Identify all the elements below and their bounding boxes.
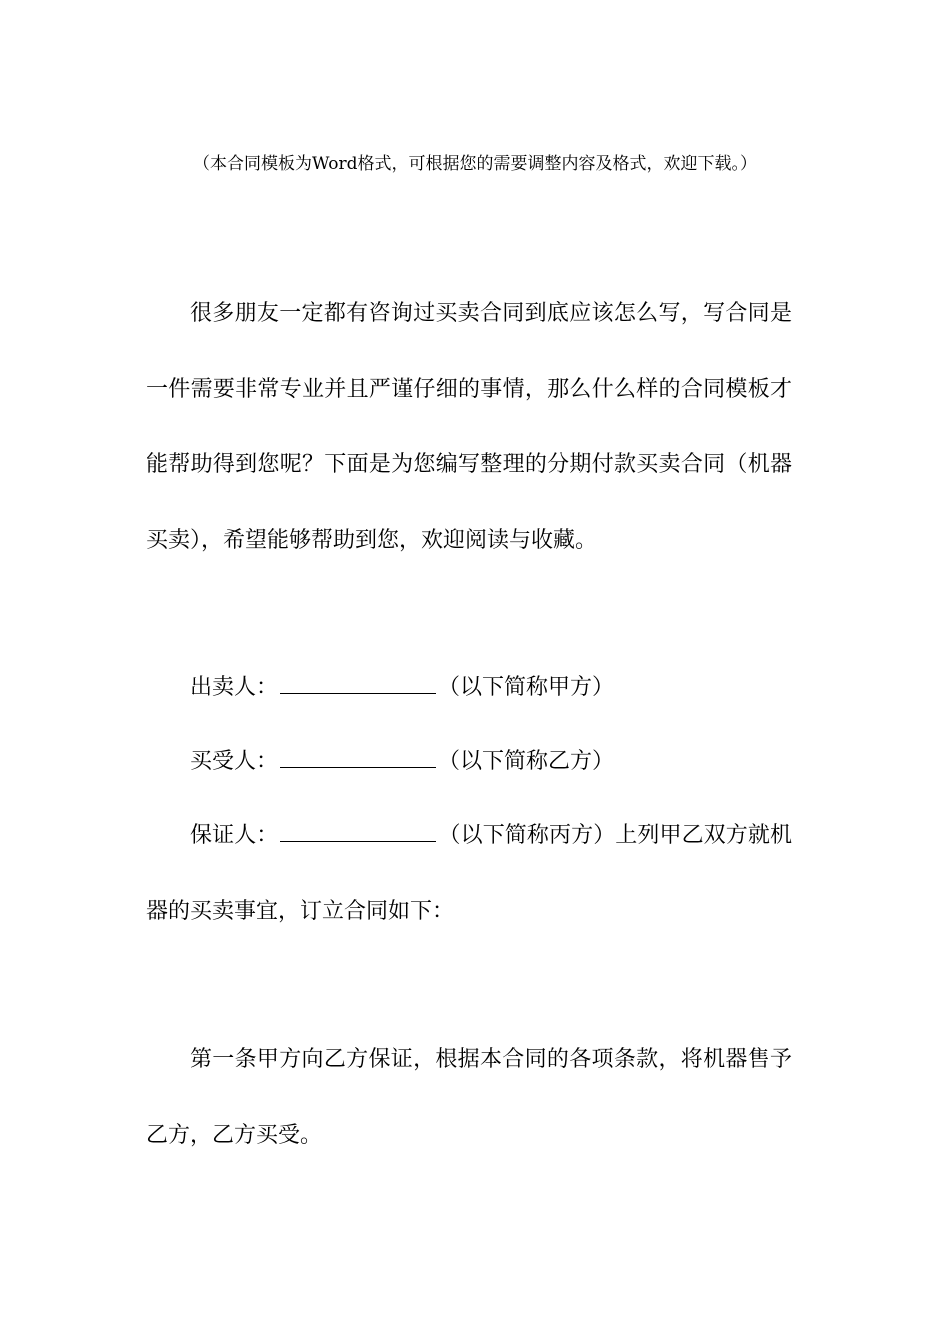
guarantor-suffix: （以下简称丙方）上列甲乙双方就机器的买卖事宜，订立合同如下： — [146, 823, 792, 924]
guarantor-label: 保证人： — [190, 823, 279, 848]
article-1: 第一条甲方向乙方保证，根据本合同的各项条款，将机器售予乙方，乙方买受。 — [146, 1047, 792, 1148]
buyer-label: 买受人： — [190, 749, 279, 774]
buyer-suffix: （以下简称乙方） — [438, 749, 615, 774]
seller-label: 出卖人： — [190, 675, 279, 700]
intro-paragraph: 很多朋友一定都有咨询过买卖合同到底应该怎么写，写合同是一件需要非常专业并且严谨仔细的事情，那么什么样的合同模板才能帮助得到您呢？下面是为您编写整理的分期付款买卖合同（机器买卖），希望能够帮助到您，欢迎阅读与收藏。 — [146, 301, 792, 553]
seller-suffix: （以下简称甲方） — [438, 675, 615, 700]
guarantor-blank — [280, 819, 436, 842]
seller-line — [146, 650, 792, 726]
buyer-line — [146, 724, 792, 800]
seller-blank — [280, 671, 436, 694]
guarantor-line — [146, 798, 792, 949]
template-note: （本合同模板为Word格式，可根据您的需要调整内容及格式，欢迎下载。） — [192, 154, 758, 174]
buyer-blank — [280, 745, 436, 768]
